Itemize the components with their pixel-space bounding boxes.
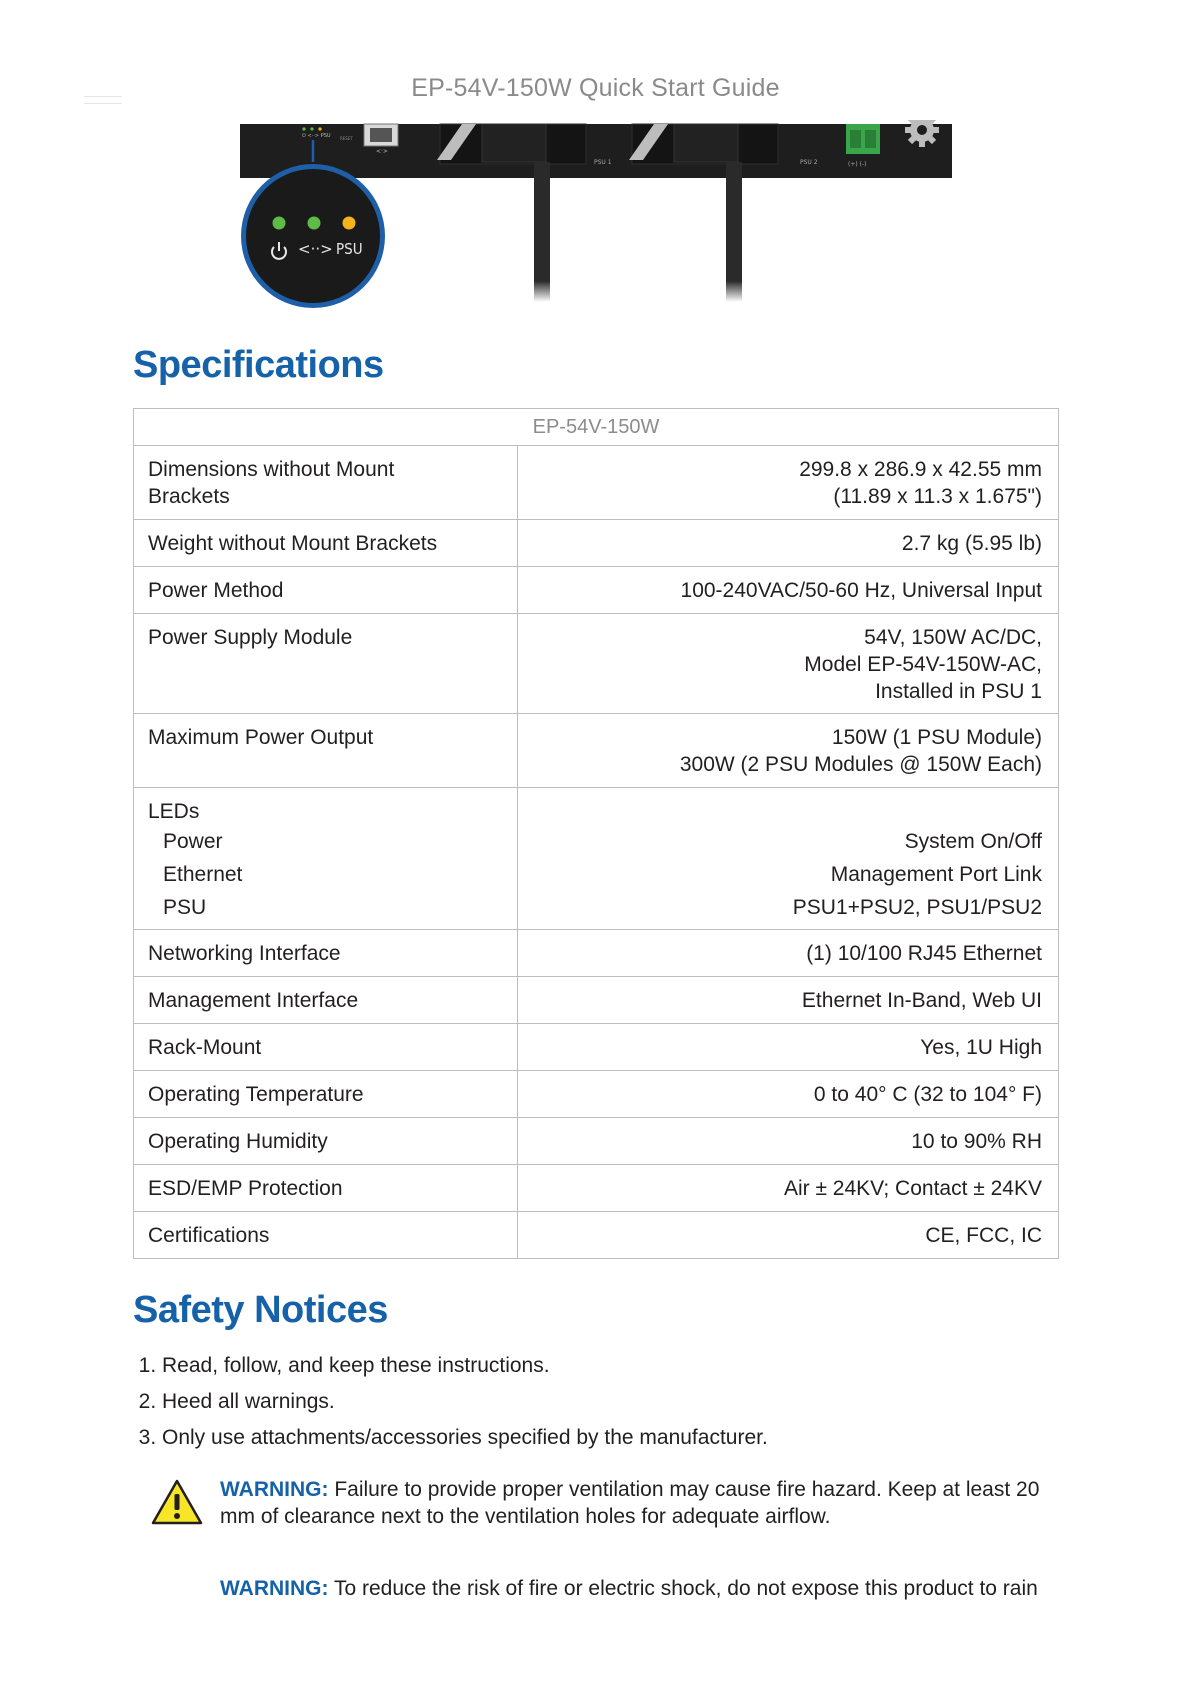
warning-label: WARNING: — [220, 1577, 329, 1600]
row-value: CE, FCC, IC — [925, 1224, 1042, 1247]
row-value: Model EP-54V-150W-AC, — [804, 653, 1042, 676]
warning-label: WARNING: — [220, 1478, 329, 1501]
safety-notices-list — [140, 1354, 768, 1462]
table-row — [134, 977, 1059, 1024]
row-label: Dimensions without Mount — [148, 458, 395, 481]
psu-led-icon — [343, 217, 356, 230]
table-row — [134, 1071, 1059, 1118]
table-row — [134, 714, 1059, 788]
row-label: LEDs — [148, 800, 200, 823]
row-value: 100-240VAC/50-60 Hz, Universal Input — [680, 579, 1042, 602]
table-row — [134, 1118, 1059, 1165]
row-sublabel: Power — [163, 830, 223, 853]
svg-text:⏻ <··> PSU: ⏻ <··> PSU — [302, 133, 331, 139]
row-value: 54V, 150W AC/DC, — [864, 626, 1042, 649]
row-label: ESD/EMP Protection — [148, 1177, 343, 1200]
table-row — [134, 614, 1059, 714]
model-header: EP-54V-150W — [134, 409, 1059, 446]
svg-text:PSU 1: PSU 1 — [594, 159, 612, 166]
table-row — [134, 788, 1059, 930]
row-label: Rack-Mount — [148, 1036, 262, 1059]
header-mark — [84, 96, 122, 104]
row-label: Weight without Mount Brackets — [148, 532, 438, 555]
specifications-heading: Specifications — [133, 344, 384, 386]
psu-callout-label: PSU — [336, 240, 363, 258]
warning-moisture — [220, 1575, 1050, 1602]
row-label: Power Method — [148, 579, 284, 602]
row-sublabel: PSU — [163, 896, 207, 919]
table-row — [134, 567, 1059, 614]
row-label: Networking Interface — [148, 942, 341, 965]
rear-panel-illustration — [232, 120, 962, 315]
warning-text: Failure to provide proper ventilation may cause fire hazard. Keep at least 20 mm of clearance next to the ventilation holes for adequate airflow. — [220, 1478, 1040, 1528]
power-led-icon — [273, 217, 286, 230]
row-value: (11.89 x 11.3 x 1.675") — [833, 485, 1042, 508]
safety-notices-heading: Safety Notices — [133, 1289, 388, 1331]
svg-text:RESET: RESET — [340, 136, 353, 141]
device-rear-panel-figure — [232, 120, 962, 315]
power-cable-2 — [726, 162, 742, 302]
row-value: 0 to 40° C (32 to 104° F) — [813, 1083, 1042, 1106]
row-value: 299.8 x 286.9 x 42.55 mm — [799, 458, 1042, 481]
list-item: 3. Only use attachments/accessories specified by the manufacturer. — [162, 1426, 768, 1462]
chassis-panel — [240, 124, 952, 178]
svg-text:<·>: <·> — [376, 148, 388, 155]
row-label: Power Supply Module — [148, 626, 353, 649]
row-value: Yes, 1U High — [920, 1036, 1042, 1059]
row-label: Operating Temperature — [148, 1083, 364, 1106]
row-value: System On/Off — [904, 830, 1042, 853]
row-value: 10 to 90% RH — [911, 1130, 1042, 1153]
table-row — [134, 520, 1059, 567]
row-value: (1) 10/100 RJ45 Ethernet — [806, 942, 1042, 965]
row-value: Installed in PSU 1 — [875, 680, 1042, 703]
specifications-table — [133, 408, 1059, 1259]
table-row — [134, 1165, 1059, 1212]
row-label: Management Interface — [148, 989, 359, 1012]
row-label: Brackets — [148, 485, 230, 508]
warning-ventilation — [220, 1476, 1050, 1530]
table-row — [134, 930, 1059, 977]
page-header: EP-54V-150W Quick Start Guide — [411, 74, 780, 102]
row-label: Operating Humidity — [148, 1130, 328, 1153]
list-item: 1. Read, follow, and keep these instructions. — [162, 1354, 768, 1390]
table-row — [134, 446, 1059, 520]
svg-text:(+) (-): (+) (-) — [848, 161, 867, 168]
row-value: Air ± 24KV; Contact ± 24KV — [783, 1177, 1042, 1200]
row-label: Maximum Power Output — [148, 726, 374, 749]
list-item: 2. Heed all warnings. — [162, 1390, 768, 1426]
row-sublabel: Ethernet — [163, 863, 243, 886]
link-arrows-icon: <··> — [298, 240, 333, 258]
row-value: PSU1+PSU2, PSU1/PSU2 — [792, 896, 1042, 919]
row-value: Management Port Link — [830, 863, 1042, 886]
row-value: 2.7 kg (5.95 lb) — [901, 532, 1042, 555]
row-value: 150W (1 PSU Module) — [831, 726, 1042, 749]
warning-text: To reduce the risk of fire or electric shock, do not expose this product to rain — [328, 1577, 1038, 1600]
power-cable-1 — [534, 162, 550, 302]
row-label: Certifications — [148, 1224, 270, 1247]
table-row — [134, 1024, 1059, 1071]
warning-triangle-icon — [150, 1478, 204, 1526]
svg-text:PSU 2: PSU 2 — [800, 159, 818, 166]
row-value: Ethernet In-Band, Web UI — [801, 989, 1042, 1012]
row-value: 300W (2 PSU Modules @ 150W Each) — [679, 753, 1042, 776]
table-row — [134, 1212, 1059, 1259]
ethernet-led-icon — [308, 217, 321, 230]
